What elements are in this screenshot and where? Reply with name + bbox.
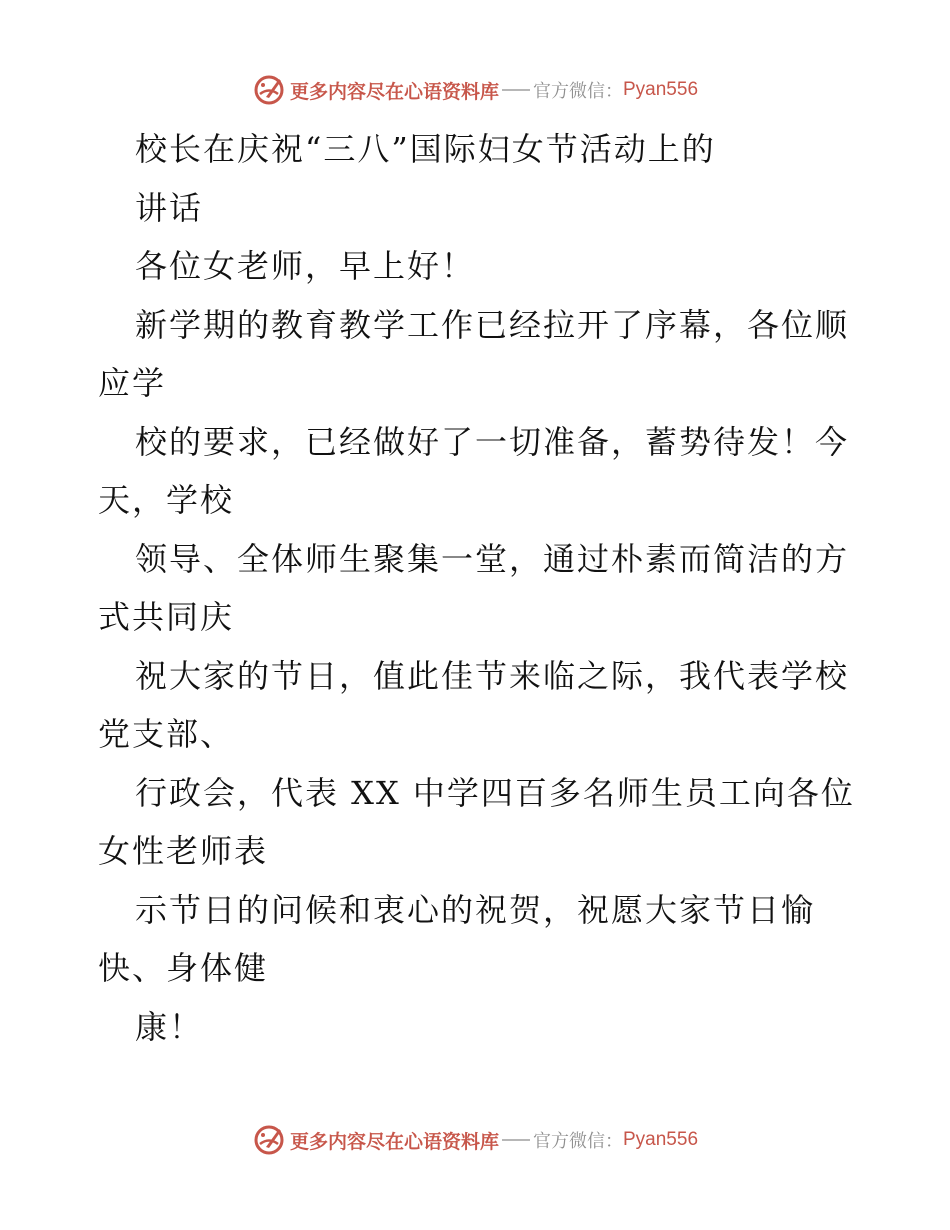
document-line: 讲话 xyxy=(135,188,204,227)
document-line: 新学期的教育教学工作已经拉开了序幕，各位顺 xyxy=(135,305,850,344)
document-line: 女性老师表 xyxy=(98,832,269,870)
document-line: 党支部、 xyxy=(98,715,235,753)
document-line: 行政会，代表 XX 中学四百多名师生员工向各位 xyxy=(135,773,855,812)
document-line: 校长在庆祝“三八”国际妇女节活动上的 xyxy=(135,130,716,168)
banner-account-id: Pyan556 xyxy=(623,1129,699,1150)
banner-divider xyxy=(502,1139,530,1141)
footer-banner xyxy=(0,1120,950,1160)
banner-wechat-label: 官方微信： xyxy=(533,81,623,102)
document-line: 各位女老师，早上好！ xyxy=(135,247,476,285)
document-line: 祝大家的节日，值此佳节来临之际，我代表学校 xyxy=(135,656,850,695)
document-line: 快、身体健 xyxy=(98,949,269,987)
document-line: 应学 xyxy=(98,364,167,402)
document-body xyxy=(98,120,858,1056)
document-line: 式共同庆 xyxy=(98,598,235,636)
document-line: 天，学校 xyxy=(98,481,235,519)
banner-account-id: Pyan556 xyxy=(623,79,699,100)
banner-brand-text: 更多内容尽在心语资料库 xyxy=(289,1130,499,1153)
document-line: 示节日的问候和衷心的祝贺，祝愿大家节日愉 xyxy=(135,890,816,929)
banner-divider xyxy=(502,89,530,91)
document-line: 康！ xyxy=(135,1007,204,1046)
document-line: 校的要求，已经做好了一切准备，蓄势待发！今 xyxy=(135,422,850,461)
document-line: 领导、全体师生聚集一堂，通过朴素而简洁的方 xyxy=(135,539,850,578)
banner-brand-text: 更多内容尽在心语资料库 xyxy=(289,80,499,103)
book-quill-icon xyxy=(252,73,286,107)
book-quill-icon xyxy=(252,1123,286,1157)
header-banner xyxy=(0,70,950,110)
banner-wechat-label: 官方微信： xyxy=(533,1131,623,1152)
